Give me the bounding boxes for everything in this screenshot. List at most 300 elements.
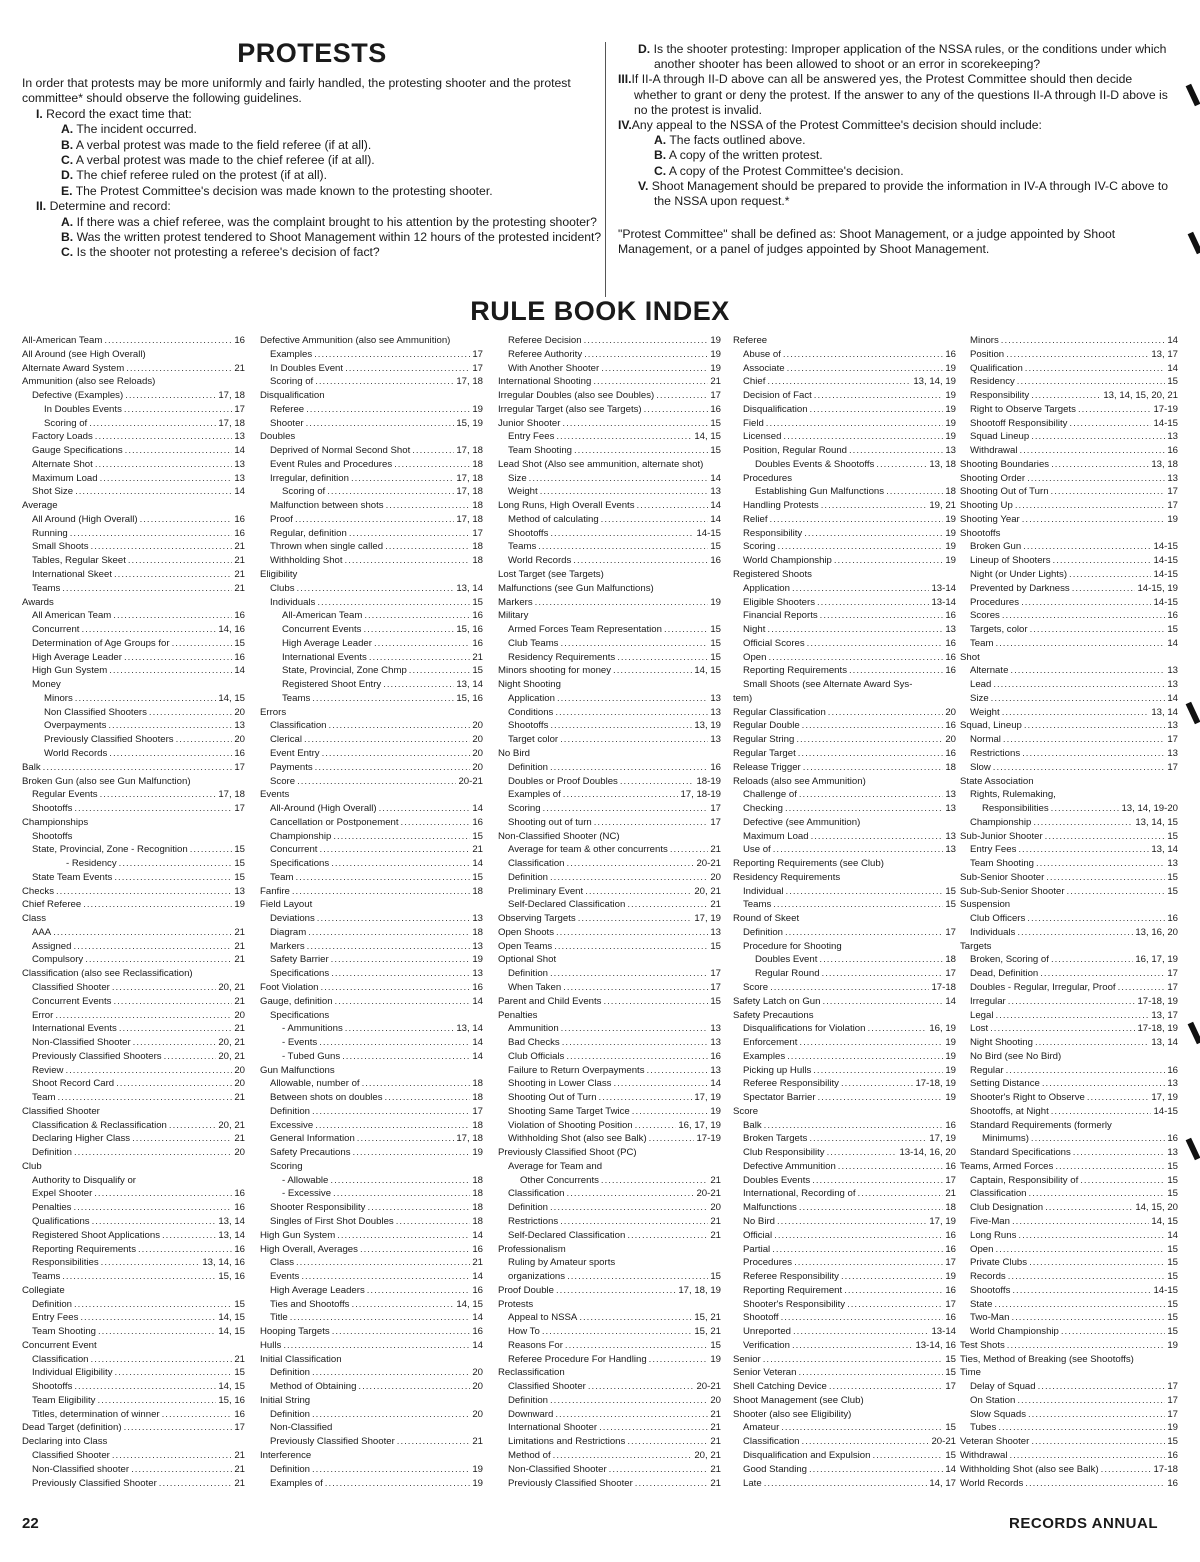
- index-page-ref: 13: [1167, 1078, 1178, 1090]
- index-entry: [960, 706, 1178, 720]
- index-page-ref: 13, 14: [456, 582, 483, 594]
- index-term: Title: [270, 1312, 288, 1324]
- index-entry: [498, 499, 721, 513]
- index-entry: [498, 926, 721, 940]
- index-page-ref: 19: [945, 1271, 956, 1283]
- dot-leader: [1006, 348, 1149, 362]
- index-term: Championship: [970, 816, 1032, 828]
- dot-leader: [290, 1311, 471, 1325]
- index-page-ref: 17, 19: [929, 1133, 956, 1145]
- index-page-ref: 13, 14: [456, 679, 483, 691]
- index-term: Previously Classified Shoot (PC): [498, 1147, 637, 1159]
- index-entry: [22, 885, 245, 899]
- index-entry: [960, 871, 1178, 885]
- index-entry: [498, 1119, 721, 1133]
- index-term: Night Shooting: [970, 1037, 1033, 1049]
- index-term: Events: [270, 1271, 300, 1283]
- index-entry: [22, 582, 245, 596]
- dot-leader: [550, 1201, 708, 1215]
- index-page-ref: 20: [472, 720, 483, 732]
- index-page-ref: 13: [1167, 720, 1178, 732]
- index-term: Running: [32, 527, 68, 539]
- index-page-ref: 16: [945, 1160, 956, 1172]
- index-entry: [733, 1394, 956, 1408]
- index-entry: [960, 513, 1178, 527]
- index-page-ref: 17: [1167, 1394, 1178, 1406]
- dot-leader: [297, 582, 455, 596]
- index-entry: [498, 1215, 721, 1229]
- index-page-ref: 15: [472, 830, 483, 842]
- section-text: Determine and record:: [49, 199, 171, 214]
- index-page-ref: 20: [234, 706, 245, 718]
- dot-leader: [1024, 719, 1165, 733]
- index-entry: [733, 788, 956, 802]
- dot-leader: [542, 1325, 692, 1339]
- index-entry: [733, 485, 956, 499]
- index-term: State Team Events: [32, 871, 113, 883]
- index-entry: [22, 623, 245, 637]
- index-page-ref: 14, 15: [218, 1381, 245, 1393]
- index-entry: [22, 1325, 245, 1339]
- index-entry: [260, 1408, 483, 1422]
- index-term: Penalties: [498, 1009, 538, 1021]
- index-entry: [960, 1311, 1178, 1325]
- index-entry: [733, 664, 956, 678]
- index-page-ref: 13, 14, 16: [202, 1257, 245, 1269]
- index-term: Concurrent: [270, 844, 318, 856]
- index-page-ref: 14-15: [1153, 1284, 1178, 1296]
- index-page-ref: 21: [710, 844, 721, 856]
- index-entry: [22, 926, 245, 940]
- index-page-ref: 21: [710, 1436, 721, 1448]
- index-term: International Shooting: [498, 376, 592, 388]
- dot-leader: [819, 953, 943, 967]
- protests-section-2: [22, 199, 602, 214]
- index-entry: [498, 1036, 721, 1050]
- index-page-ref: 14: [1167, 335, 1178, 346]
- index-entry: [22, 1187, 245, 1201]
- index-entry: [260, 1243, 483, 1257]
- index-term: Referee Procedure For Handling: [508, 1353, 647, 1365]
- index-page-ref: 20: [234, 1147, 245, 1159]
- index-page-ref: 20: [710, 1394, 721, 1406]
- dot-leader: [1025, 1477, 1165, 1491]
- index-term: Shooting Out of Turn: [508, 1092, 597, 1104]
- index-term: Regular Events: [32, 789, 98, 801]
- index-term: Tables, Regular Skeet: [32, 555, 126, 567]
- index-page-ref: 14: [472, 1050, 483, 1062]
- index-entry: [733, 1050, 956, 1064]
- dot-leader: [301, 1270, 470, 1284]
- index-term: Reporting Requirement: [743, 1284, 843, 1296]
- dot-leader: [74, 1298, 232, 1312]
- dot-leader: [57, 1091, 232, 1105]
- dot-leader: [351, 1298, 454, 1312]
- dot-leader: [627, 898, 708, 912]
- index-term: State, Provincial, Zone - Recognition: [32, 844, 188, 856]
- index-term: Shot: [960, 651, 980, 663]
- index-entry: [498, 953, 721, 967]
- index-term: Open Shoots: [498, 926, 555, 938]
- dot-leader: [785, 802, 943, 816]
- dot-leader: [809, 1132, 927, 1146]
- index-entry: [498, 403, 721, 417]
- index-page-ref: 17, 18: [456, 486, 483, 498]
- index-page-ref: 21: [234, 569, 245, 581]
- index-entry: [22, 1449, 245, 1463]
- index-page-ref: 19: [710, 348, 721, 360]
- index-entry: [733, 1449, 956, 1463]
- index-entry: [260, 775, 483, 789]
- index-term: State, Provincial, Zone Chmp: [282, 665, 407, 677]
- dot-leader: [841, 1270, 943, 1284]
- dot-leader: [349, 527, 471, 541]
- index-term: Concurrent Events: [32, 995, 112, 1007]
- index-entry: [22, 1160, 245, 1174]
- index-term: Slow: [970, 761, 991, 773]
- list-item: D. The chief referee ruled on the protest (if at all).: [61, 168, 328, 183]
- index-page-ref: 13: [710, 1023, 721, 1035]
- index-term: Classification: [743, 1436, 800, 1448]
- index-entry: [733, 554, 956, 568]
- dot-leader: [73, 940, 232, 954]
- index-term: Registered Shoot Entry: [282, 679, 382, 691]
- index-entry: [498, 747, 721, 761]
- index-term: Irregular: [970, 995, 1006, 1007]
- index-page-ref: 15: [710, 445, 721, 457]
- index-term: Abuse of: [743, 348, 781, 360]
- index-term: Examples of: [270, 1477, 323, 1489]
- protests-section-3: III.If II-A through II-D above can all be answered yes, the Protest Committee should then decide whether to grant or deny the protest. If the answer to any of the questions II-A through II-D above is no the protest is invalid.: [618, 72, 1168, 117]
- index-term: Event Entry: [270, 747, 320, 759]
- index-term: Shooting Same Target Twice: [508, 1105, 630, 1117]
- index-term: Expel Shooter: [32, 1188, 93, 1200]
- index-term: Use of: [743, 844, 771, 856]
- index-term: Dead, Definition: [970, 968, 1039, 980]
- index-page-ref: 16: [472, 637, 483, 649]
- dot-leader: [529, 472, 709, 486]
- index-entry: [260, 898, 483, 912]
- index-term: Reclassification: [498, 1367, 565, 1379]
- index-page-ref: 20: [472, 1408, 483, 1420]
- index-page-ref: 14: [234, 665, 245, 677]
- index-entry: [260, 623, 483, 637]
- index-page-ref: 15: [945, 1450, 956, 1462]
- index-term: Scoring of: [282, 486, 326, 498]
- index-page-ref: 15: [710, 1271, 721, 1283]
- index-entry: [733, 926, 956, 940]
- index-entry: [498, 719, 721, 733]
- index-page-ref: 21: [234, 1477, 245, 1489]
- index-term: Records: [970, 1271, 1006, 1283]
- index-term: Downward: [508, 1408, 554, 1420]
- index-page-ref: 17-18: [1153, 1463, 1178, 1475]
- protests-left-column: [22, 38, 602, 261]
- dot-leader: [821, 499, 928, 513]
- dot-leader: [322, 747, 471, 761]
- dot-leader: [555, 1408, 708, 1422]
- index-entry: [498, 430, 721, 444]
- index-entry: [733, 527, 956, 541]
- index-page-ref: 21: [234, 582, 245, 594]
- index-page-ref: 19: [710, 596, 721, 608]
- index-page-ref: 16: [945, 610, 956, 622]
- dot-leader: [1046, 871, 1165, 885]
- dot-leader: [304, 733, 470, 747]
- dot-leader: [115, 1366, 233, 1380]
- index-page-ref: 13: [234, 431, 245, 443]
- index-page-ref: 17: [234, 1422, 245, 1434]
- dot-leader: [649, 1353, 709, 1367]
- index-entry: [733, 1132, 956, 1146]
- dot-leader: [1029, 1187, 1166, 1201]
- index-term: Non-Classified: [270, 1422, 333, 1434]
- dot-leader: [56, 885, 232, 899]
- index-entry: [733, 375, 956, 389]
- dot-leader: [1072, 582, 1136, 596]
- index-term: No Bird: [498, 747, 530, 759]
- index-entry: [260, 596, 483, 610]
- index-entry: [733, 596, 956, 610]
- index-term: Night: [743, 624, 766, 636]
- dot-leader: [1017, 1394, 1165, 1408]
- index-page-ref: 13: [472, 913, 483, 925]
- index-entry: [960, 1408, 1178, 1422]
- index-page-ref: 21: [472, 1257, 483, 1269]
- index-entry: [260, 830, 483, 844]
- index-term: Doubles: [260, 431, 296, 443]
- index-term: Round of Skeet: [733, 913, 800, 925]
- index-entry: [498, 1229, 721, 1243]
- index-entry: [22, 1435, 245, 1449]
- index-entry: [498, 1394, 721, 1408]
- index-page-ref: 16: [234, 1188, 245, 1200]
- index-page-ref: 21: [234, 1463, 245, 1475]
- dot-leader: [995, 1009, 1149, 1023]
- dot-leader: [176, 733, 233, 747]
- index-term: Definition: [508, 1202, 548, 1214]
- index-page-ref: 14: [1167, 362, 1178, 374]
- index-page-ref: 14-15: [696, 527, 721, 539]
- index-entry: [733, 513, 956, 527]
- index-page-ref: 15: [234, 871, 245, 883]
- index-page-ref: 21: [710, 376, 721, 388]
- index-page-ref: 17, 19: [694, 1092, 721, 1104]
- index-entry: [733, 1036, 956, 1050]
- index-term: Declaring into Class: [22, 1436, 108, 1448]
- index-entry: [498, 485, 721, 499]
- index-entry: [260, 348, 483, 362]
- dot-leader: [1038, 1380, 1166, 1394]
- index-entry: [260, 1353, 483, 1367]
- index-term: Irregular Target (also see Targets): [498, 403, 642, 415]
- index-entry: [260, 444, 483, 458]
- index-entry: [260, 1132, 483, 1146]
- index-page-ref: 14: [472, 1339, 483, 1351]
- index-term: Cancellation or Postponement: [270, 816, 399, 828]
- list-item: A. The incident occurred.: [61, 122, 197, 137]
- index-entry: [960, 403, 1178, 417]
- index-entry: [498, 1421, 721, 1435]
- index-term: Malfunctions: [743, 1202, 797, 1214]
- index-entry: [960, 430, 1178, 444]
- index-entry: [960, 1463, 1178, 1477]
- index-entry: [733, 1229, 956, 1243]
- dot-leader: [125, 389, 216, 403]
- index-term: Between shots on doubles: [270, 1092, 383, 1104]
- dot-leader: [333, 1187, 470, 1201]
- index-entry: [733, 1119, 956, 1133]
- index-term: Official Scores: [743, 637, 805, 649]
- index-term: Definition: [270, 1367, 310, 1379]
- index-entry: [22, 1284, 245, 1298]
- index-page-ref: 17: [945, 1381, 956, 1393]
- dot-leader: [70, 527, 233, 541]
- index-entry: [498, 940, 721, 954]
- dot-leader: [1051, 458, 1149, 472]
- index-page-ref: 13: [234, 472, 245, 484]
- index-page-ref: 15, 16: [218, 1394, 245, 1406]
- index-entry: [260, 843, 483, 857]
- protests-title: PROTESTS: [237, 38, 387, 68]
- index-entry: [498, 1311, 721, 1325]
- index-term: Shootoffs: [32, 1381, 73, 1393]
- index-term: Weight: [970, 706, 1000, 718]
- index-term: Safety Precautions: [270, 1147, 351, 1159]
- index-term: Shooting in Lower Class: [508, 1078, 612, 1090]
- index-term: Size: [970, 692, 989, 704]
- dot-leader: [317, 596, 470, 610]
- index-term: Establishing Gun Malfunctions: [755, 486, 885, 498]
- index-term: High Average Leader: [282, 637, 372, 649]
- index-page-ref: 20, 21: [218, 1037, 245, 1049]
- index-entry: [960, 1243, 1178, 1257]
- dot-leader: [613, 664, 692, 678]
- index-entry: [22, 596, 245, 610]
- index-term: Classification: [270, 720, 327, 732]
- index-entry: [733, 499, 956, 513]
- index-entry: [22, 527, 245, 541]
- index-page-ref: 17: [234, 761, 245, 773]
- index-page-ref: 16: [234, 1243, 245, 1255]
- index-page-ref: 14: [472, 1229, 483, 1241]
- index-term: Ammunition: [508, 1023, 559, 1035]
- index-term: Shooting Out of Turn: [960, 486, 1049, 498]
- index-column-3: [498, 334, 721, 1490]
- index-entry: [733, 582, 956, 596]
- index-entry: [733, 334, 956, 348]
- index-term: Method of: [508, 1450, 551, 1462]
- dot-leader: [553, 1449, 693, 1463]
- index-page-ref: 21: [472, 844, 483, 856]
- index-term: Shooting Year: [960, 513, 1020, 525]
- index-entry: [22, 348, 245, 362]
- index-page-ref: 13: [945, 445, 956, 457]
- index-term: In Doubles Events: [44, 403, 122, 415]
- index-entry: [260, 816, 483, 830]
- index-page-ref: 15: [945, 885, 956, 897]
- index-term: Registered Shoots: [733, 569, 812, 581]
- dot-leader: [124, 1421, 233, 1435]
- dot-leader: [804, 527, 943, 541]
- dot-leader: [540, 485, 709, 499]
- dot-leader: [994, 1298, 1165, 1312]
- index-page-ref: 15: [1167, 1326, 1178, 1338]
- index-term: Scoring: [743, 541, 776, 553]
- index-page-ref: 17: [1167, 486, 1178, 498]
- index-term: Residency Requirements: [733, 871, 841, 883]
- index-page-ref: 17-19: [696, 1133, 721, 1145]
- dot-leader: [379, 802, 471, 816]
- index-entry: [260, 417, 483, 431]
- index-entry: [22, 651, 245, 665]
- index-term: Team: [270, 871, 294, 883]
- index-entry: [960, 912, 1178, 926]
- index-entry: [960, 1284, 1178, 1298]
- index-entry: [260, 788, 483, 802]
- dot-leader: [331, 953, 471, 967]
- dot-leader: [412, 444, 454, 458]
- index-page-ref: 15: [234, 1367, 245, 1379]
- index-page-ref: 18: [945, 954, 956, 966]
- index-term: International Events: [282, 651, 367, 663]
- index-entry: [22, 1050, 245, 1064]
- index-page-ref: 17, 18: [218, 417, 245, 429]
- list-item: C. A verbal protest was made to the chief referee (if at all).: [61, 153, 375, 168]
- index-page-ref: 20: [472, 1367, 483, 1379]
- index-term: Classification: [508, 1188, 565, 1200]
- index-term: Fanfire: [260, 885, 290, 897]
- index-term: Dead Target (definition): [22, 1422, 122, 1434]
- index-entry: [498, 995, 721, 1009]
- index-term: Broken, Scoring of: [970, 954, 1049, 966]
- index-entry: [960, 375, 1178, 389]
- dot-leader: [599, 1091, 693, 1105]
- index-term: Factory Loads: [32, 431, 93, 443]
- index-entry: [498, 912, 721, 926]
- index-page-ref: 15: [1167, 1174, 1178, 1186]
- index-page-ref: 14: [234, 486, 245, 498]
- index-entry: [498, 1256, 721, 1270]
- index-page-ref: 19: [945, 390, 956, 402]
- index-term: Regular Double: [733, 720, 800, 732]
- dot-leader: [872, 1449, 943, 1463]
- index-term: Scoring: [270, 1160, 303, 1172]
- index-term: Average for Team and: [508, 1160, 603, 1172]
- dot-leader: [383, 678, 454, 692]
- index-entry: [498, 540, 721, 554]
- index-page-ref: 13, 18: [1151, 458, 1178, 470]
- index-entry: [22, 430, 245, 444]
- dot-leader: [867, 1022, 927, 1036]
- dot-leader: [319, 1036, 470, 1050]
- index-term: Classified Shooter: [32, 1450, 110, 1462]
- index-term: Gun Malfunctions: [260, 1064, 335, 1076]
- index-term: Responsibility: [970, 390, 1030, 402]
- index-page-ref: 18: [472, 1188, 483, 1200]
- dot-leader: [331, 967, 470, 981]
- dot-leader: [190, 843, 233, 857]
- index-entry: [260, 1380, 483, 1394]
- index-entry: [498, 527, 721, 541]
- index-page-ref: 14, 15: [456, 1298, 483, 1310]
- dot-leader: [1051, 953, 1133, 967]
- dot-leader: [62, 1270, 216, 1284]
- index-entry: [960, 967, 1178, 981]
- dot-leader: [538, 540, 708, 554]
- index-page-ref: 20-21: [696, 1381, 721, 1393]
- index-term: High Overall, Averages: [260, 1243, 358, 1255]
